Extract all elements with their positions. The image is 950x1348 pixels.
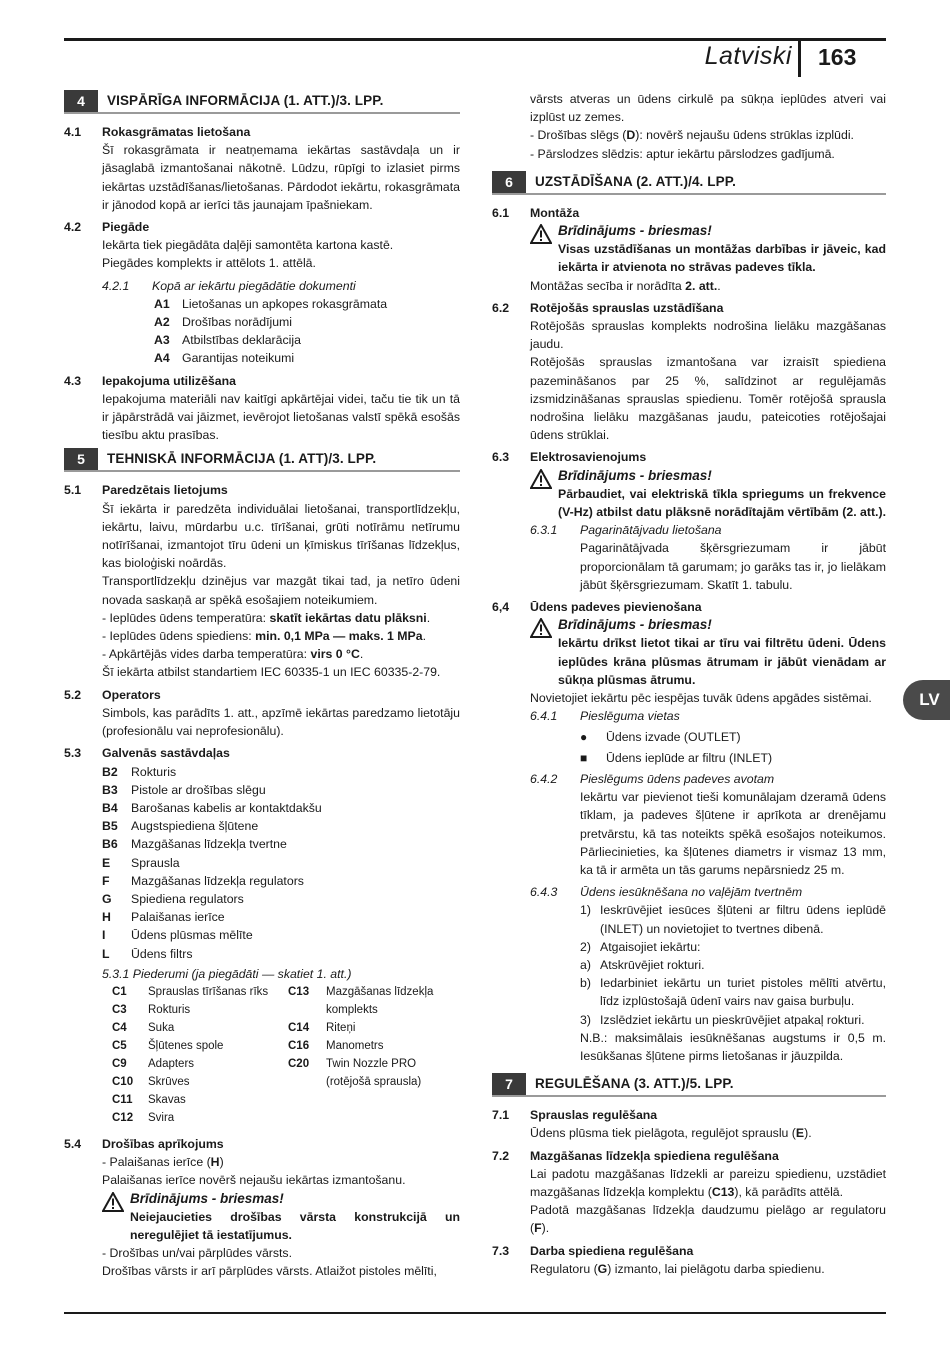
accessory-label: Šļūtenes spole bbox=[148, 1039, 224, 1052]
subsubsection-5-3-1: 5.3.1 Piederumi (ja piegādāti — skatiet 1. att.) bbox=[102, 966, 352, 981]
accessory-code: C3 bbox=[112, 1003, 127, 1016]
paragraph: Ūdens plūsma tiek pielāgota, regulējot sprauslu (E). bbox=[530, 1126, 812, 1141]
subsection-4-3: 4.3 Iepakojuma utilizēšana bbox=[64, 373, 236, 388]
subsubsection-6-4-1: 6.4.1 Pieslēguma vietas bbox=[530, 709, 680, 724]
subsection-4-2: 4.2 Piegāde bbox=[64, 220, 150, 235]
warning-block: Brīdinājums - briesmas! Pārbaudiet, vai elektriskā tīkla spriegums un frekvence (V-Hz) atbilst datu plāksnē norādītajām vērtībām (2. att.). bbox=[530, 467, 886, 522]
square-bullet-icon: ■ bbox=[580, 750, 588, 765]
documents-list bbox=[64, 295, 460, 368]
page-number: 163 bbox=[818, 44, 857, 70]
list-item: - Drošības un/vai pārplūdes vārsts. bbox=[102, 1246, 293, 1261]
subsection-5-2: 5.2 Operators bbox=[64, 687, 161, 702]
step-item: 2) Atgaisojiet iekārtu: bbox=[580, 939, 701, 954]
subsection-7-3: 7.3 Darba spiediena regulēšana bbox=[492, 1243, 694, 1258]
subsection-5-4: 5.4 Drošības aprīkojums bbox=[64, 1136, 224, 1151]
accessory-code: C1 bbox=[112, 985, 127, 998]
accessory-code: C5 bbox=[112, 1039, 127, 1052]
step-item: 1) Ieskrūvējiet iesūces šļūteni ar filtru ūdens ieplūdē (INLET) un novietojiet to tvertnes dibenā. bbox=[580, 903, 886, 936]
header-separator bbox=[798, 40, 801, 77]
component-item: L Ūdens filtrs bbox=[102, 946, 193, 961]
note: N.B.: maksimālais iesūknēšanas augstums ir 0,5 m. Iesūkšanas šļūtene pirms lietošanas ir jāuzpilda. bbox=[580, 1030, 886, 1063]
document-item: A3 Atbilstības deklarācija bbox=[154, 333, 301, 348]
accessory-label: Skrūves bbox=[148, 1075, 190, 1088]
component-item: I Ūdens plūsmas mēlīte bbox=[102, 928, 253, 943]
paragraph: Rotējošās sprauslas izmantošana var izraisīt spiediena pazemināšanos par 25 %, salīdzinot ar regulējamās izsmidzināšanas sprauslas spiedienu. Tomēr rotējošā sprausla nodrošina lielāku mazgāšanas jaudu, pateicoties rotējošajai ūdens strūklai. bbox=[530, 355, 886, 443]
paragraph: Šī rokasgrāmata ir neatņemama iekārtas sastāvdaļa un ir jāsaglabā izmantošanai nākotnē. Lūdzu, rūpīgi to izlasiet pirms iekārtas uzstādīšanas/lietošanas. Pārdodot iekārtu, rokasgrāmata ir jānodod kopā ar ierīci tās jaunajam īpašniekam. bbox=[102, 143, 460, 212]
subsection-6-4: 6,4 Ūdens padeves pievienošana bbox=[492, 600, 702, 615]
paragraph: Montāžas secība ir norādīta 2. att.. bbox=[530, 278, 721, 293]
accessory-code: C13 bbox=[288, 985, 310, 998]
paragraph: Novietojiet iekārtu pēc iespējas tuvāk ūdens apgādes sistēmai. bbox=[530, 691, 872, 706]
footer-rule bbox=[64, 1312, 886, 1314]
spec-item: - Apkārtējās vides darba temperatūra: virs 0 °C. bbox=[102, 647, 364, 662]
step-item: a) Atskrūvējiet rokturi. bbox=[580, 957, 705, 972]
paragraph: Piegādes komplekts ir attēlots 1. attēlā. bbox=[102, 256, 316, 271]
accessory-label: Riteņi bbox=[326, 1021, 356, 1034]
warning-icon bbox=[530, 469, 554, 494]
accessory-label: Skavas bbox=[148, 1093, 186, 1106]
accessory-code: C12 bbox=[112, 1111, 134, 1124]
subsection-7-2: 7.2 Mazgāšanas līdzekļa spiediena regulēšana bbox=[492, 1148, 779, 1163]
left-column bbox=[64, 90, 460, 1281]
accessory-label bbox=[326, 1091, 456, 1109]
accessory-label: Sprauslas tīrīšanas rīks bbox=[148, 985, 269, 998]
accessories-list bbox=[112, 983, 460, 1127]
warning-icon bbox=[530, 618, 554, 643]
accessory-label: Manometrs bbox=[326, 1039, 384, 1052]
subsection-5-3: 5.3 Galvenās sastāvdaļas bbox=[64, 746, 230, 761]
subsection-5-1: 5.1 Paredzētais lietojums bbox=[64, 483, 228, 498]
paragraph: Drošības vārsts ir arī pārplūdes vārsts. Atlaižot pistoles mēlīti, bbox=[102, 1264, 437, 1279]
accessory-label: Suka bbox=[148, 1021, 175, 1034]
section-7-heading: 7 REGULĒŠANA (3. ATT.)/5. LPP. bbox=[492, 1073, 886, 1097]
accessory-code bbox=[288, 1001, 326, 1019]
warning-icon bbox=[530, 224, 554, 249]
subsubsection-4-2-1: 4.2.1 Kopā ar iekārtu piegādātie dokumenti bbox=[102, 278, 356, 293]
component-item: E Sprausla bbox=[102, 855, 180, 870]
list-item: - Palaišanas ierīce (H) bbox=[102, 1155, 224, 1170]
subsubsection-6-4-3: 6.4.3 Ūdens iesūknēšana no vaļējām tvertnēm bbox=[530, 885, 803, 900]
component-item: B3 Pistole ar drošības slēgu bbox=[102, 782, 266, 797]
paragraph: vārsts atveras un ūdens cirkulē pa sūkņa ieplūdes atveri vai izplūst uz zemes. bbox=[530, 92, 886, 125]
step-item: 3) Izslēdziet iekārtu un pieskrūvējiet atpakaļ rokturi. bbox=[580, 1012, 865, 1027]
accessory-code bbox=[288, 1073, 326, 1091]
outlet-item: ● Ūdens izvade (OUTLET) bbox=[580, 728, 886, 746]
warning-block: Brīdinājums - briesmas! Iekārtu drīkst lietot tikai ar tīru vai filtrētu ūdeni. Ūdens ieplūdes krāna plūsmas ātrumam ir jābūt vienādam ar sūkņa plūsmas ātrumu. bbox=[530, 616, 886, 689]
accessory-label: Rokturis bbox=[148, 1003, 191, 1016]
accessory-label: komplekts bbox=[326, 1003, 378, 1016]
document-item: A1 Lietošanas un apkopes rokasgrāmata bbox=[154, 296, 388, 311]
circle-bullet-icon: ● bbox=[580, 729, 588, 744]
document-item: A2 Drošības norādījumi bbox=[154, 315, 293, 330]
component-item: B5 Augstspiediena šļūtene bbox=[102, 819, 259, 834]
accessory-label: Mazgāšanas līdzekļa bbox=[326, 985, 434, 998]
accessory-label: Adapters bbox=[148, 1057, 195, 1070]
paragraph: Regulatoru (G) izmanto, lai pielāgotu darba spiedienu. bbox=[530, 1261, 825, 1276]
spec-item: - Ieplūdes ūdens temperatūra: skatīt iekārtas datu plāksni. bbox=[102, 610, 431, 625]
right-column bbox=[492, 90, 886, 1278]
subsection-6-3: 6.3 Elektrosavienojums bbox=[492, 450, 647, 465]
warning-block: Brīdinājums - briesmas! Neiejaucieties drošības vārsta konstrukcijā un neregulējiet tā iestatījumus. bbox=[102, 1190, 460, 1245]
paragraph: Šī iekārta atbilst standartiem IEC 60335-1 un IEC 60335-2-79. bbox=[102, 665, 441, 680]
paragraph: Iekārta tiek piegādāta daļēji samontēta kartona kastē. bbox=[102, 238, 394, 253]
priming-steps bbox=[580, 901, 886, 1028]
paragraph: Rotējošās sprauslas komplekts nodrošina lielāku mazgāšanas jaudu. bbox=[530, 319, 886, 352]
paragraph: Simbols, kas parādīts 1. att., apzīmē iekārtas paredzamo lietotāju (profesionālu vai neprofesionālu). bbox=[102, 705, 460, 739]
subsubsection-6-4-2: 6.4.2 Pieslēgums ūdens padeves avotam bbox=[530, 771, 775, 786]
paragraph: Lai padotu mazgāšanas līdzekli ar pareizu spiedienu, uzstādiet mazgāšanas līdzekļa komplektu (C13), kā parādīts attēlā. bbox=[530, 1166, 886, 1199]
section-5-heading: 5 TEHNISKĀ INFORMĀCIJA (1. ATT)/3. LPP. bbox=[64, 448, 460, 472]
paragraph: Iepakojuma materiāli nav kaitīgi apkārtējai videi, taču tie tik un tā ir jāpārstrādā vai jāizmet, ievērojot lietošanas valstī spēkā esošās tiesību aktu prasības. bbox=[102, 391, 460, 443]
spec-item: - Ieplūdes ūdens spiediens: min. 0,1 MPa — maks. 1 MPa. bbox=[102, 629, 427, 644]
paragraph: Šī iekārta ir paredzēta individuālai lietošanai, transportlīdzekļu, iekārtu, laivu, mūrdarbu u.c. tīrīšanai, grūti notīrāmu netīrumu notīrīšanai, izmantojot tīru ūdeni un ķīmiskus tīrīšanas līdzekļus, kas bioloģiski noārdās. bbox=[102, 501, 460, 571]
component-item: B6 Mazgāšanas līdzekļa tvertne bbox=[102, 837, 287, 852]
accessory-code: C14 bbox=[288, 1021, 310, 1034]
component-item: B4 Barošanas kabelis ar kontaktdakšu bbox=[102, 800, 322, 815]
language-side-tab: LV bbox=[903, 680, 950, 720]
accessory-code: C16 bbox=[288, 1039, 310, 1052]
list-item: - Pārslodzes slēdzis: aptur iekārtu pārslodzes gadījumā. bbox=[530, 146, 835, 161]
accessory-code: C20 bbox=[288, 1057, 310, 1070]
inlet-item: ■ Ūdens ieplūde ar filtru (INLET) bbox=[580, 749, 886, 767]
component-item: H Palaišanas ierīce bbox=[102, 910, 225, 925]
component-item: G Spiediena regulators bbox=[102, 891, 244, 906]
subsection-7-1: 7.1 Sprauslas regulēšana bbox=[492, 1108, 658, 1123]
warning-block: Brīdinājums - briesmas! Visas uzstādīšanas un montāžas darbības ir jāveic, kad iekārta ir atvienota no strāvas padeves tīkla. bbox=[530, 222, 886, 277]
accessory-code bbox=[288, 1109, 326, 1127]
component-item: B2 Rokturis bbox=[102, 764, 177, 779]
section-6-heading: 6 UZSTĀDĪŠANA (2. ATT.)/4. LPP. bbox=[492, 171, 886, 195]
accessory-code: C4 bbox=[112, 1021, 127, 1034]
paragraph: Palaišanas ierīce novērš nejaušu iekārtas izmantošanu. bbox=[102, 1173, 406, 1188]
subsubsection-6-3-1: 6.3.1 Pagarinātājvadu lietošana bbox=[530, 523, 722, 538]
accessory-label: Svira bbox=[148, 1111, 175, 1124]
language-label: Latviski bbox=[704, 42, 792, 70]
section-4-heading: 4 VISPĀRĪGA INFORMĀCIJA (1. ATT.)/3. LPP. bbox=[64, 90, 460, 114]
subsection-6-1: 6.1 Montāža bbox=[492, 205, 580, 220]
paragraph: Pagarinātājvada šķērsgriezumam ir jābūt proporcionālam tā garumam; jo garāks tas ir, jo lielākam jābūt šķērsgriezumam. Skatīt 1. tabulu. bbox=[580, 541, 886, 592]
accessory-label bbox=[326, 1109, 456, 1127]
step-item: b) Iedarbiniet iekārtu un turiet pistoles mēlīti atvērtu, līdz izplūstošajā ūdenī vairs nav gaisa burbuļu. bbox=[580, 976, 886, 1009]
accessory-code bbox=[288, 1091, 326, 1109]
subsection-4-1: 4.1 Rokasgrāmatas lietošana bbox=[64, 125, 251, 139]
accessory-code: C11 bbox=[112, 1093, 133, 1106]
header-rule bbox=[64, 38, 886, 41]
component-item: F Mazgāšanas līdzekļa regulators bbox=[102, 873, 304, 888]
warning-icon bbox=[102, 1192, 126, 1217]
components-list bbox=[64, 763, 460, 963]
accessory-code: C9 bbox=[112, 1057, 127, 1070]
accessory-label: (rotējošā sprausla) bbox=[326, 1075, 422, 1088]
list-item: - Drošības slēgs (D): novērš nejaušu ūdens strūklas izplūdi. bbox=[530, 128, 854, 143]
paragraph: Transportlīdzekļu dzinējus var mazgāt tikai tad, ja netīro ūdeni novada saskaņā ar spēkā esošajiem noteikumiem. bbox=[102, 574, 460, 607]
document-item: A4 Garantijas noteikumi bbox=[154, 351, 295, 366]
paragraph: Padotā mazgāšanas līdzekļa daudzumu pielāgo ar regulatoru (F). bbox=[530, 1203, 886, 1236]
accessory-code: C10 bbox=[112, 1075, 134, 1088]
accessory-label: Twin Nozzle PRO bbox=[326, 1057, 417, 1070]
subsection-6-2: 6.2 Rotējošās sprauslas uzstādīšana bbox=[492, 300, 724, 315]
paragraph: Iekārtu var pievienot tieši komunālajam dzeramā ūdens tīklam, ja padeves šļūtene ir aprīkota ar drenējamu pretvārstu, kā tas noteikts spēkā esošajos noteikumos. Pārliecinieties, ka šļūtenes diametrs ir vismaz 13 mm, ka tā ir armēta un tās garums nepārsniedz 25 m. bbox=[580, 790, 886, 877]
